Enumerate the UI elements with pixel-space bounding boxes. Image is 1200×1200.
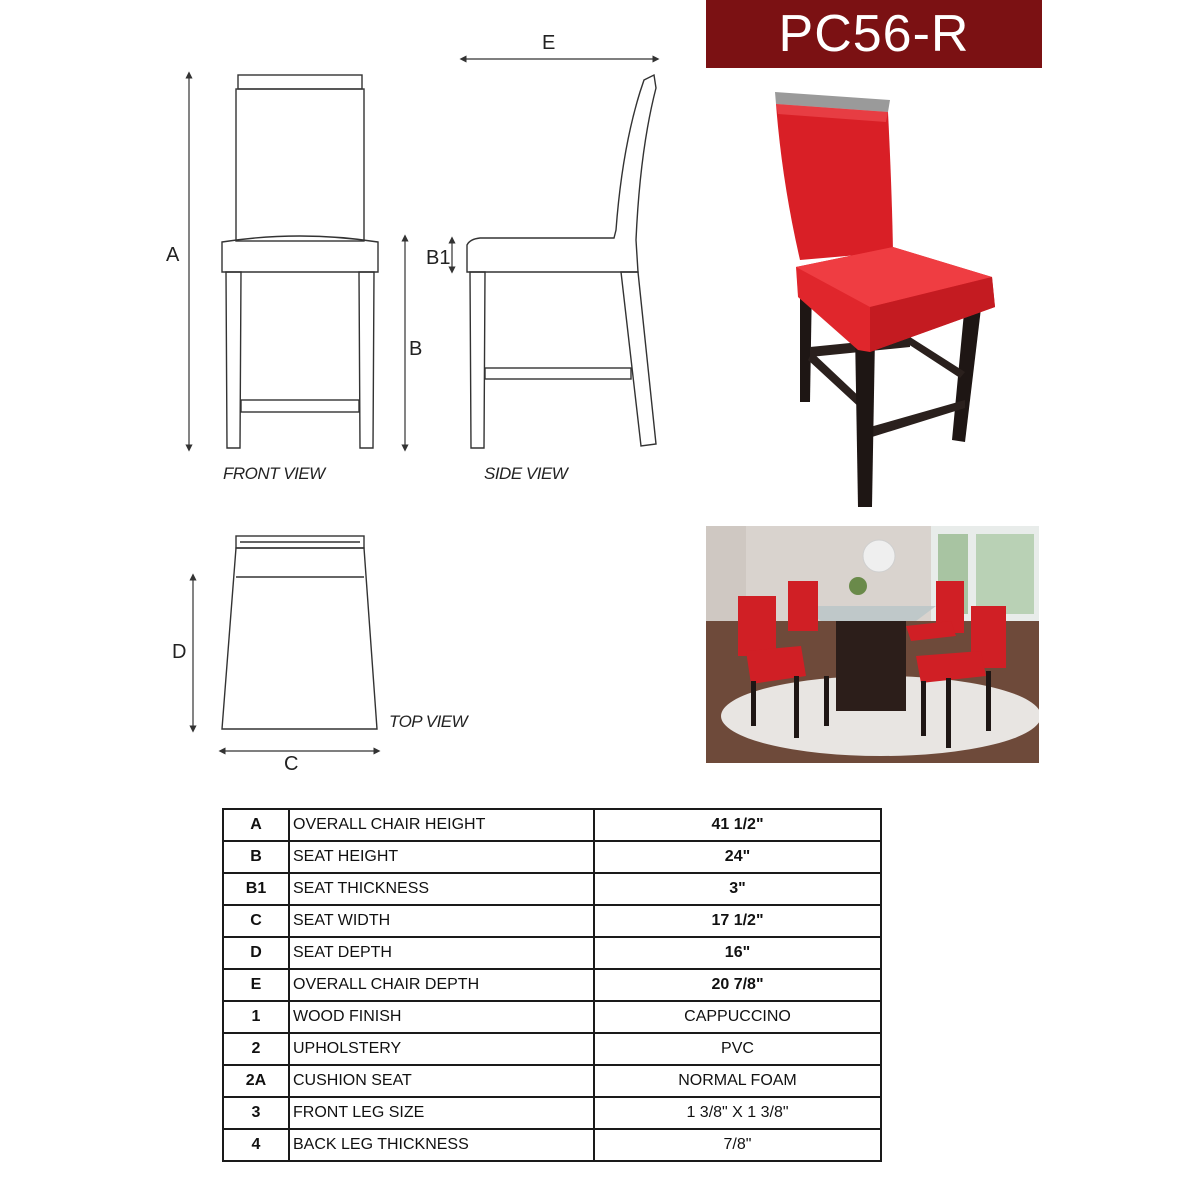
spec-code: D: [223, 937, 289, 969]
spec-value: CAPPUCCINO: [594, 1001, 881, 1033]
spec-value: 17 1/2": [594, 905, 881, 937]
spec-code: A: [223, 809, 289, 841]
side-view-label: SIDE VIEW: [484, 464, 568, 483]
table-row: [223, 1033, 881, 1065]
dimension-label-d: D: [172, 641, 187, 663]
table-row: [223, 873, 881, 905]
spec-code: B1: [223, 873, 289, 905]
spec-description: WOOD FINISH: [289, 1001, 594, 1033]
dimension-label-e: E: [542, 32, 556, 54]
spec-code: E: [223, 969, 289, 1001]
table-row: [223, 841, 881, 873]
table-row: [223, 1001, 881, 1033]
top-view-drawing: [222, 536, 377, 729]
front-view-drawing: [222, 75, 378, 448]
model-title: PC56-R: [706, 0, 1042, 68]
spec-value: 1 3/8" X 1 3/8": [594, 1097, 881, 1129]
table-row: [223, 809, 881, 841]
spec-value: 16": [594, 937, 881, 969]
spec-description: FRONT LEG SIZE: [289, 1097, 594, 1129]
spec-value: 24": [594, 841, 881, 873]
dimension-label-b1: B1: [426, 247, 451, 269]
spec-description: BACK LEG THICKNESS: [289, 1129, 594, 1161]
top-view-label: TOP VIEW: [389, 712, 468, 731]
spec-value: PVC: [594, 1033, 881, 1065]
side-view-drawing: [467, 75, 656, 448]
spec-code: C: [223, 905, 289, 937]
spec-description: CUSHION SEAT: [289, 1065, 594, 1097]
front-view-label: FRONT VIEW: [223, 464, 325, 483]
table-row: [223, 1097, 881, 1129]
spec-code: 2: [223, 1033, 289, 1065]
spec-value: NORMAL FOAM: [594, 1065, 881, 1097]
dimension-label-a: A: [166, 244, 180, 266]
spec-value: 7/8": [594, 1129, 881, 1161]
spec-code: 4: [223, 1129, 289, 1161]
spec-value: 20 7/8": [594, 969, 881, 1001]
spec-code: 1: [223, 1001, 289, 1033]
spec-description: OVERALL CHAIR HEIGHT: [289, 809, 594, 841]
spec-code: B: [223, 841, 289, 873]
spec-description: SEAT WIDTH: [289, 905, 594, 937]
spec-description: SEAT HEIGHT: [289, 841, 594, 873]
chair-product-photo: [760, 82, 1020, 512]
table-row: [223, 969, 881, 1001]
technical-drawing: [0, 0, 700, 800]
spec-description: UPHOLSTERY: [289, 1033, 594, 1065]
spec-description: SEAT THICKNESS: [289, 873, 594, 905]
table-row: [223, 905, 881, 937]
table-row: [223, 1129, 881, 1161]
spec-value: 3": [594, 873, 881, 905]
table-row: [223, 937, 881, 969]
spec-description: OVERALL CHAIR DEPTH: [289, 969, 594, 1001]
spec-code: 3: [223, 1097, 289, 1129]
dimension-label-b: B: [409, 338, 423, 360]
spec-code: 2A: [223, 1065, 289, 1097]
specification-table: [222, 808, 882, 1162]
dimension-label-c: C: [284, 753, 299, 775]
table-row: [223, 1065, 881, 1097]
spec-description: SEAT DEPTH: [289, 937, 594, 969]
dining-set-room-photo: [706, 526, 1039, 763]
spec-value: 41 1/2": [594, 809, 881, 841]
